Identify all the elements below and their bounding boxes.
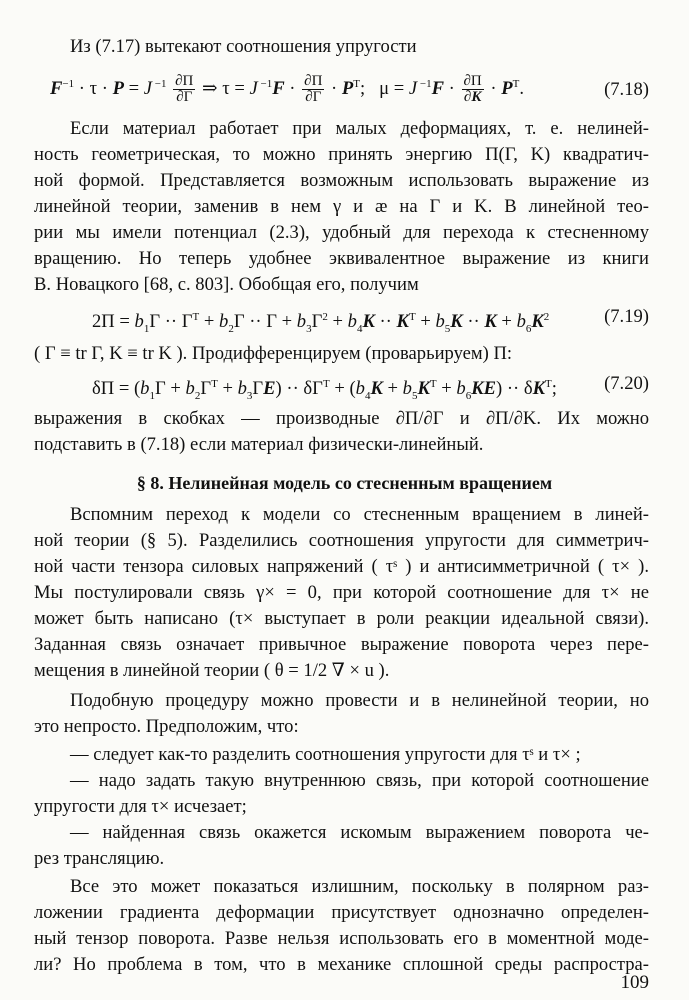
page-number: 109 — [620, 972, 649, 993]
intro-line: Из (7.17) вытекают соотношения упругости — [70, 36, 417, 57]
text-line: ли? Но проблема в том, что в механике сплошной среды распростра- — [34, 954, 649, 975]
text-line: мещения в линейной теории ( θ = 1/2 ∇ × u ). — [34, 660, 390, 681]
bullet-item: — надо задать такую внутреннюю связь, при которой соотношение — [70, 770, 649, 791]
bullet-item: рез трансляцию. — [34, 848, 165, 869]
text-line: ный тензор поворота. Разве нельзя использовать его в моментной моде- — [34, 928, 649, 949]
text-line: подставить в (7.18) если материал физически-линейный. — [34, 434, 484, 455]
text-line: выражения в скобках — производные ∂Π/∂Γ и ∂Π/∂K. Их можно — [34, 408, 649, 429]
text-line: линейной теории, заменив в нем γ и æ на Γ и K. В линейной тео- — [34, 196, 649, 217]
text-line: ной формой. Представляется возможным использовать выражение из — [34, 170, 649, 191]
text-line: рии мы имели потенциал (2.3), удобный для перехода к стесненному — [34, 222, 649, 243]
text-line: ность геометрическая, то можно принять энергию Π(Γ, K) квадратич- — [34, 144, 649, 165]
text-line: В. Новацкого [68, с. 803]. Обобщая его, получим — [34, 274, 419, 295]
text-line: ной части тензора силовых напряжений ( τˢ ) и антисимметричной ( τ× ). — [34, 556, 649, 577]
equation-number-7-18: (7.18) — [604, 79, 649, 100]
bullet-item: упругости для τ× исчезает; — [34, 796, 247, 817]
text-line: вращению. Но теперь удобнее эквивалентное выражение из книги — [34, 248, 649, 269]
equation-7-20: $\delta\Pi = (b_1\Gamma + b_2\Gamma^T + b_3\Gamma E) \cdot\cdot \delta\Gamma^T + (b_4K + b_5K^T + b_6KE) \cdot\cdot \delta K^T$; — [92, 378, 557, 402]
equation-number-7-20: (7.20) — [604, 373, 649, 394]
section-heading: § 8. Нелинейная модель со стесненным вращением — [136, 473, 553, 493]
equation-number-7-19: (7.19) — [604, 306, 649, 327]
text-line: ной теории (§ 5). Разделились соотношения упругости для симметрич- — [34, 530, 649, 551]
text-line: Если материал работает при малых деформациях, т. е. нелиней- — [70, 118, 649, 139]
text-line: ложении градиента деформации присутствует однозначно определен- — [34, 902, 649, 923]
text-line: может быть написано (τ× выступает в роли реакции идеальной связи). — [34, 608, 649, 629]
text-line: Заданная связь означает привычное выражение поворота через пере- — [34, 634, 649, 655]
text-line: Мы постулировали связь γ× = 0, при которой соотношение для τ× не — [34, 582, 649, 603]
text-line: Все это может показаться излишним, поскольку в полярном раз- — [70, 876, 649, 897]
bullet-item: — найденная связь окажется искомым выражением поворота че- — [70, 822, 649, 843]
equation-7-18: $F^{-1} \cdot \tau \cdot P = J$ $^{-1}$ $\frac{\partial\Pi}{\partial\Gamma}$ ⇒ τ = J $^{-1}$F · $\frac{\partial\Pi}{\partial\Gamma}$ · $P^T$; μ = J $^{-1}$F · $\frac{\partial\Pi}{\partial K}$ · $P^T$. — [50, 73, 525, 106]
equation-7-19: $2\Pi = b_1\Gamma \cdot\cdot \Gamma^T + b_2\Gamma \cdot\cdot \Gamma + b_3\Gamma^2 + b_4K \cdot\cdot K^T + b_5K \cdot\cdot K + b_6K^2$ — [92, 311, 550, 335]
text-line: ( Γ ≡ tr Γ, K ≡ tr K ). Продифференцируем (проварьируем) Π: — [34, 343, 513, 364]
text-line: это непросто. Предположим, что: — [34, 716, 299, 737]
text-line: Подобную процедуру можно провести и в нелинейной теории, но — [70, 690, 649, 711]
bullet-item: — следует как-то разделить соотношения упругости для τˢ и τ× ; — [70, 744, 581, 765]
text-line: Вспомним переход к модели со стесненным вращением в линей- — [70, 504, 649, 525]
